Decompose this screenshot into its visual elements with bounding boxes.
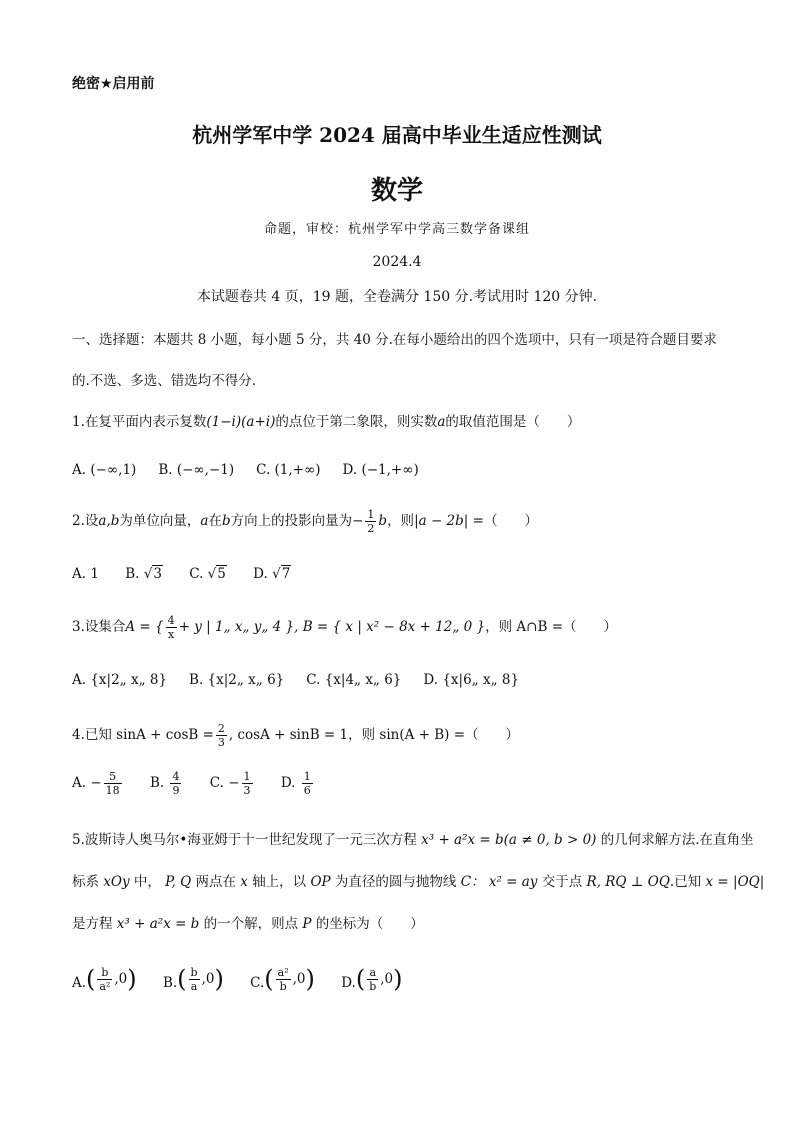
q5-option-b-num: b xyxy=(190,965,198,979)
q2-options xyxy=(72,566,313,582)
q2-text-pre: 2.设 xyxy=(72,513,99,529)
q5-option-d-label: D. xyxy=(341,975,356,991)
q2-mid1: 为单位向量， xyxy=(119,513,201,529)
q1-text-post2: 的取值范围是（ ） xyxy=(445,414,581,430)
q5-option-b-label: B. xyxy=(162,975,178,991)
q3-frac-num: 4 xyxy=(167,614,175,627)
q5-l3-p: P xyxy=(298,916,316,932)
q5-l3-a: 是方程 xyxy=(72,916,113,932)
q5-l2-c2: C： x² = ay xyxy=(456,874,542,890)
q4-post: ，则 sin(A + B) =（ ） xyxy=(348,727,520,743)
q1-text-post: 的点位于第二象限，则实数 xyxy=(275,414,438,430)
q5-l3-c: 的坐标为（ ） xyxy=(315,916,424,932)
q2-option-b-radicand: 3 xyxy=(153,566,162,582)
question-5-line-1 xyxy=(72,828,754,848)
q2-option-d-radicand: 7 xyxy=(281,566,291,582)
q5-option-c-den: b xyxy=(279,979,287,993)
sqrt-icon: √7 xyxy=(272,566,291,582)
q5-option-a-label: A. xyxy=(72,975,87,991)
section-heading xyxy=(72,330,717,350)
q2-option-a[interactable]: A. 1 xyxy=(72,566,99,582)
q5-l1-a: 5.波斯诗人奥马尔•海亚姆于十一世纪发现了一元三次方程 xyxy=(72,832,417,848)
q5-option-b-tail: ,0 xyxy=(201,971,215,987)
q4-option-b-frac xyxy=(170,770,181,797)
question-4 xyxy=(72,722,519,749)
left-paren-icon: ( xyxy=(355,965,366,993)
q5-l2-c: 两点在 xyxy=(195,874,236,890)
q1-text-pre: 1.在复平面内表示复数 xyxy=(72,414,207,430)
q1-option-d[interactable]: D. (−1,+∞) xyxy=(342,462,419,478)
q5-option-c[interactable] xyxy=(250,965,315,993)
q3-frac-den: x xyxy=(168,628,175,641)
q4-option-a-den: 18 xyxy=(105,784,120,797)
q5-option-b[interactable] xyxy=(163,965,224,993)
section-heading-cont: 的.不选、多选、错选均不得分. xyxy=(72,373,257,389)
confidential-label: 绝密★启用前 xyxy=(72,76,155,92)
q4-option-c-frac xyxy=(242,770,253,797)
q5-l2-g: .已知 xyxy=(669,874,702,890)
q5-option-d-num: a xyxy=(367,966,378,980)
q5-l3-b: 的一个解，则点 xyxy=(203,916,299,932)
q5-option-d-frac xyxy=(367,966,378,993)
q3-fraction xyxy=(166,614,177,641)
q1-option-a[interactable]: A. (−∞,1) xyxy=(72,462,137,478)
q2-frac-den: 2 xyxy=(367,522,375,535)
q2-option-c-radicand: 5 xyxy=(217,566,226,582)
q5-option-a-frac xyxy=(97,966,112,993)
q4-option-b-label: B. xyxy=(149,775,169,791)
q4-option-d-num: 1 xyxy=(303,770,311,783)
q4-option-c-den: 3 xyxy=(243,784,251,797)
q3-setA: A = { xyxy=(125,619,164,635)
question-2 xyxy=(72,508,538,535)
q5-option-b-den: a xyxy=(190,979,198,993)
exam-info: 本试题卷共 4 页，19 题，全卷满分 150 分.考试用时 120 分钟. xyxy=(196,289,598,305)
q4-option-a[interactable] xyxy=(72,770,124,797)
q2-b2: b xyxy=(378,513,388,529)
q3-post: ，则 A∩B =（ ） xyxy=(485,619,618,635)
q4-fraction xyxy=(216,722,227,749)
q5-l2-d: 轴上，以 xyxy=(252,874,307,890)
q5-option-c-expr xyxy=(264,965,315,993)
q2-frac-num: 1 xyxy=(367,508,375,521)
question-3 xyxy=(72,614,617,641)
q5-option-d[interactable] xyxy=(341,965,402,993)
setters-line: 命题，审校：杭州学军中学高三数学备课组 xyxy=(263,222,530,237)
q2-ab: a,b xyxy=(98,513,120,529)
q3-option-d[interactable]: D. {x|6„ x„ 8} xyxy=(423,672,520,688)
q1-var: a xyxy=(437,414,446,430)
q5-l2-b: 中， xyxy=(133,874,161,890)
q4-option-d-frac xyxy=(302,770,313,797)
q2-b: b xyxy=(221,513,231,529)
q4-text-pre: 4.已知 sinA + cosB = xyxy=(72,727,214,743)
subject-title: 数学 xyxy=(370,176,423,206)
q4-option-a-label: A. − xyxy=(72,775,102,791)
q5-l1-b: 的几何求解方法.在直角坐 xyxy=(600,832,754,848)
q5-option-c-frac xyxy=(276,966,291,993)
q5-option-a-num: b xyxy=(97,966,112,980)
q5-option-c-num: a² xyxy=(277,965,289,979)
q2-mid2: 在 xyxy=(208,513,222,529)
q4-option-c-label: C. − xyxy=(209,775,240,791)
q1-options xyxy=(72,462,441,478)
q3-setA-rest: + y | 1„ x„ y„ 4 } xyxy=(178,619,295,635)
q4-option-a-frac xyxy=(104,770,122,797)
q5-option-a-den: a² xyxy=(99,979,111,993)
q5-option-a-tail: ,0 xyxy=(114,971,128,987)
q2-option-d[interactable] xyxy=(253,566,291,582)
q2-post: =（ ） xyxy=(468,513,538,529)
q5-option-d-tail: ,0 xyxy=(380,971,394,987)
q4-option-d[interactable] xyxy=(281,770,315,797)
q5-option-b-frac xyxy=(189,966,200,993)
q4-frac-den: 3 xyxy=(217,736,225,749)
q2-mid4: ，则 xyxy=(387,513,415,529)
sqrt-icon: √5 xyxy=(207,566,226,582)
q5-option-b-expr xyxy=(177,965,224,993)
question-5-line-3 xyxy=(72,912,424,932)
q4-option-c-num: 1 xyxy=(243,770,251,783)
q4-frac-num: 2 xyxy=(217,722,225,735)
q5-options xyxy=(72,965,425,993)
right-paren-icon: ) xyxy=(214,965,224,993)
section-label: 一、选择题： xyxy=(72,332,153,348)
q5-l2-op: OP xyxy=(306,874,335,890)
left-paren-icon: ( xyxy=(264,965,274,993)
q3-setB: , B = { x | x² − 8x + 12„ 0 } xyxy=(294,619,486,635)
q4-option-a-num: 5 xyxy=(104,770,122,784)
q2-option-c-label: C. xyxy=(189,566,208,582)
q5-l2-xq: x = |OQ| xyxy=(701,874,765,890)
q1-expr: (1−i)(a+i) xyxy=(206,414,276,430)
q5-option-c-tail: ,0 xyxy=(292,971,306,987)
q2-mid3: 方向上的投影向量为 xyxy=(230,513,353,529)
q5-l2-pq: P, Q xyxy=(160,874,196,890)
q5-l2-a: 标系 xyxy=(72,874,99,890)
q4-option-d-den: 6 xyxy=(303,784,311,797)
q2-option-c[interactable] xyxy=(189,566,227,582)
q5-l2-f: 交于点 xyxy=(541,874,583,890)
right-paren-icon: ) xyxy=(305,965,315,993)
q5-l1-eq: x³ + a²x = b(a ≠ 0, b > 0) xyxy=(416,832,601,848)
right-paren-icon: ) xyxy=(127,965,137,993)
question-1 xyxy=(72,410,580,430)
q4-option-b-num: 4 xyxy=(172,770,180,783)
q4-option-d-label: D. xyxy=(280,775,300,791)
q2-option-b[interactable] xyxy=(125,566,163,582)
q2-neg: − xyxy=(352,513,364,529)
q5-l2-r: R, RQ ⊥ OQ xyxy=(582,874,670,890)
right-paren-icon: ) xyxy=(393,965,403,993)
q1-option-b[interactable]: B. (−∞,−1) xyxy=(158,462,235,478)
q5-l2-x: x xyxy=(235,874,253,890)
q3-option-a[interactable]: A. {x|2„ x„ 8} xyxy=(72,672,168,688)
exam-date: 2024.4 xyxy=(372,254,422,270)
section-instructions: 本题共 8 小题，每小题 5 分，共 40 分.在每小题给出的四个选项中，只有一项是符合题目要求 xyxy=(153,332,717,348)
left-paren-icon: ( xyxy=(86,965,96,993)
q5-option-a[interactable] xyxy=(72,965,137,993)
q5-l2-e: 为直径的圆与抛物线 xyxy=(334,874,457,890)
q2-option-b-label: B. xyxy=(125,566,144,582)
q3-option-b[interactable]: B. {x|2„ x„ 6} xyxy=(189,672,285,688)
q5-option-d-den: b xyxy=(369,979,377,993)
sqrt-icon: √3 xyxy=(143,566,162,582)
q3-option-c[interactable]: C. {x|4„ x„ 6} xyxy=(306,672,402,688)
exam-title: 杭州学军中学 2024 届高中毕业生适应性测试 xyxy=(192,123,602,147)
q2-option-d-label: D. xyxy=(253,566,273,582)
q2-fraction xyxy=(365,508,376,535)
q4-option-b-den: 9 xyxy=(172,784,180,797)
q5-l2-xoy: xOy xyxy=(99,874,134,890)
q5-option-c-label: C. xyxy=(250,975,265,991)
q4-option-b[interactable] xyxy=(150,770,184,797)
q3-text-pre: 3.设集合 xyxy=(72,619,126,635)
q1-option-c[interactable]: C. (1,+∞) xyxy=(256,462,321,478)
q5-option-d-expr xyxy=(356,965,403,993)
left-paren-icon: ( xyxy=(177,965,187,993)
q4-options xyxy=(72,770,337,797)
q3-options xyxy=(72,672,541,688)
q2-abs: |a − 2b| xyxy=(414,513,469,529)
question-5-line-2 xyxy=(72,870,764,890)
q5-option-a-expr xyxy=(86,965,137,993)
q2-a: a xyxy=(200,513,209,529)
q4-option-c[interactable] xyxy=(210,770,255,797)
q5-l3-eq: x³ + a²x = b xyxy=(112,916,204,932)
q4-mid: , cosA + sinB = 1 xyxy=(228,727,349,743)
